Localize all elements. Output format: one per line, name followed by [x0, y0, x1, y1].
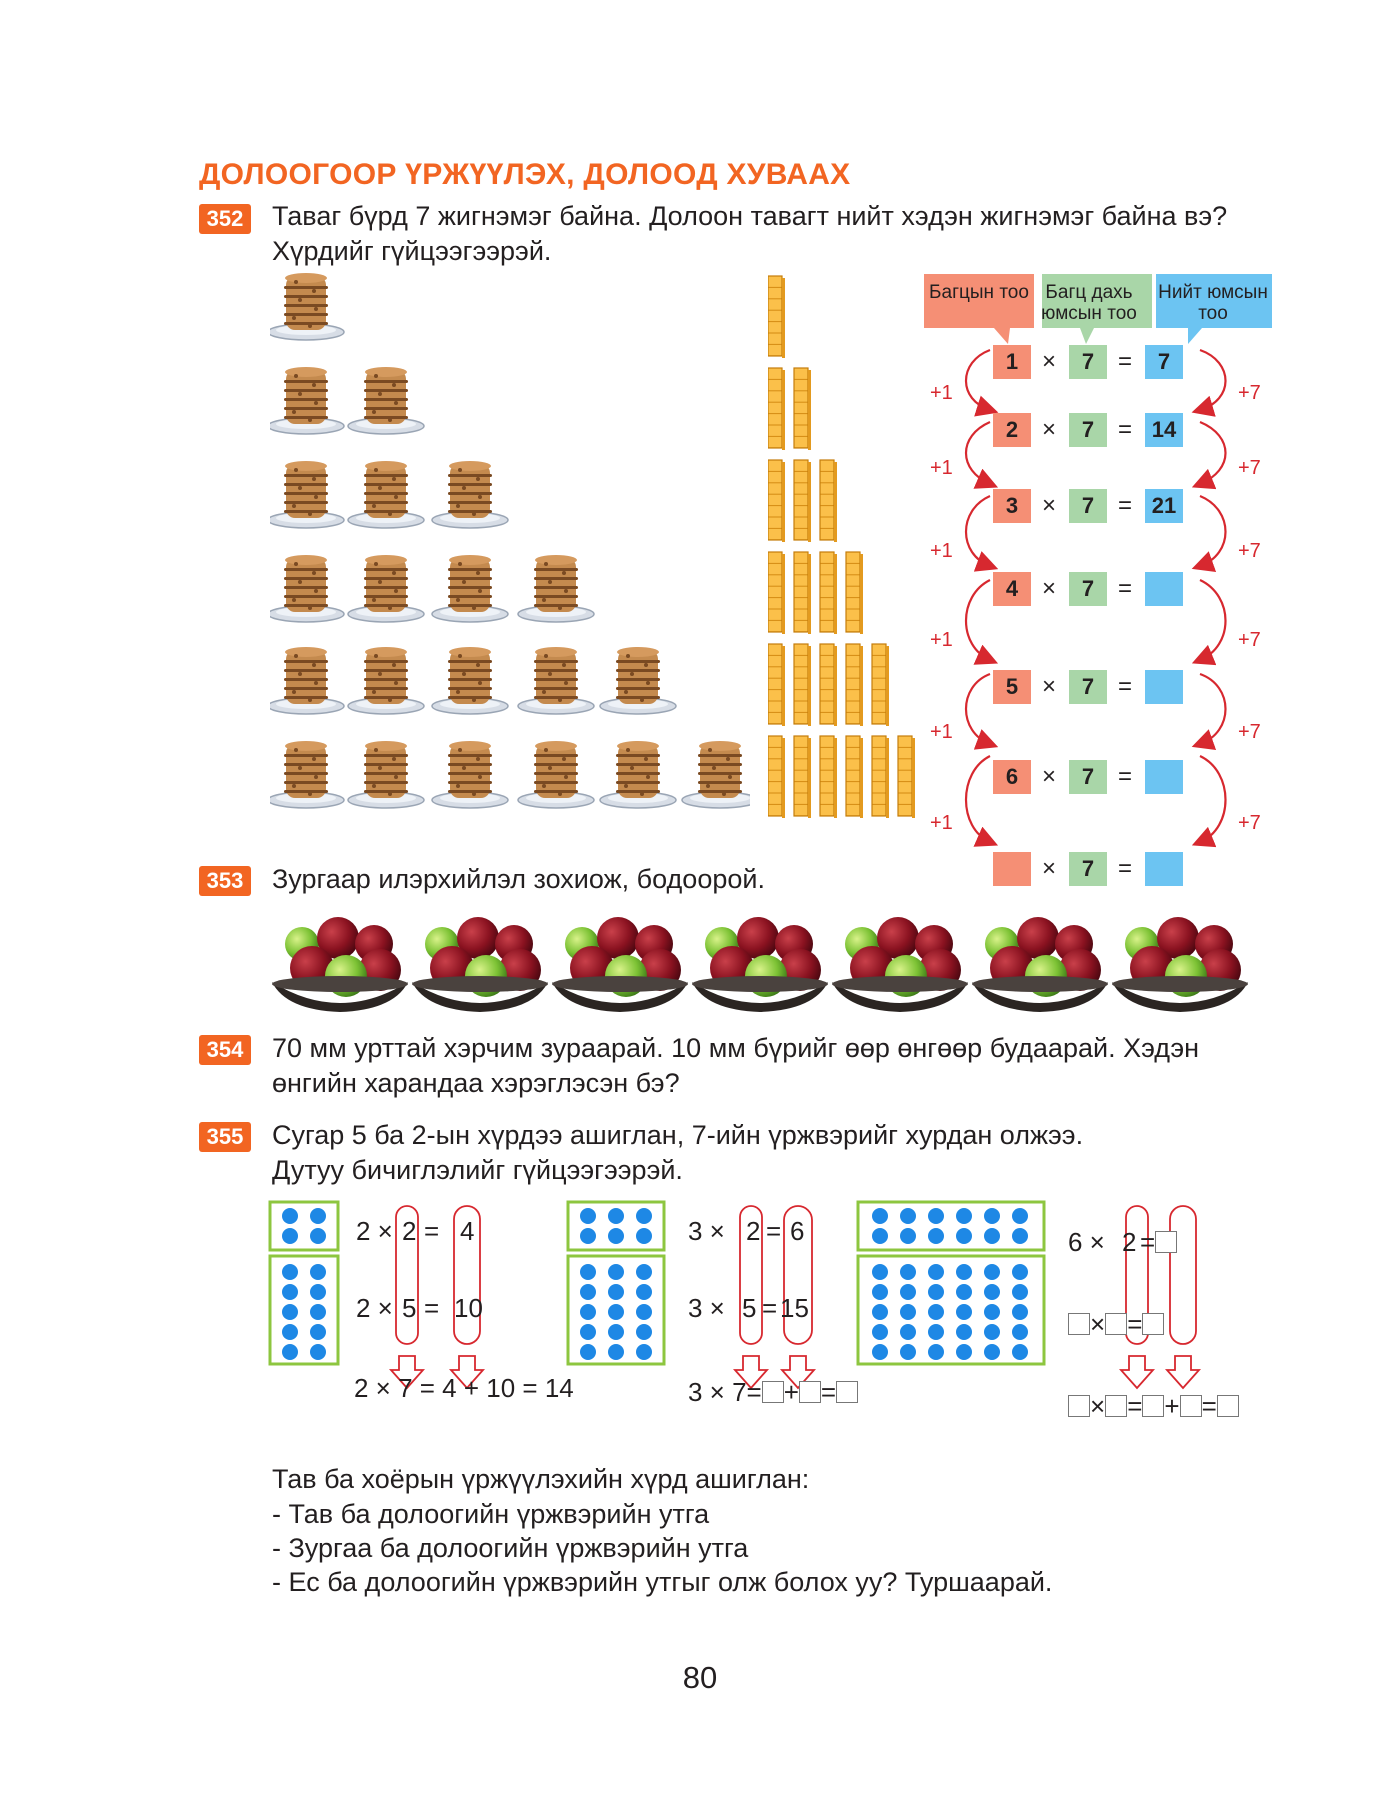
ex2-top-product: 6 — [790, 1216, 805, 1246]
row6-groups: 6 — [993, 760, 1031, 794]
row7-equals-sign: = — [1117, 855, 1132, 882]
row2-equals-sign: = — [1117, 416, 1132, 443]
ex1-top-left: 2 × — [356, 1216, 393, 1246]
row6-times-sign: × — [1041, 763, 1056, 790]
row6-total-answer[interactable] — [1145, 760, 1183, 794]
ex1-bottom-product: 10 — [454, 1293, 483, 1323]
increment-right-4: +7 — [1238, 629, 1261, 651]
problem-355-badge: 355 — [199, 1122, 251, 1152]
row2-total: 14 — [1145, 413, 1183, 447]
ex2-answer-box-1[interactable] — [762, 1381, 784, 1403]
row7-per-group: 7 — [1069, 852, 1107, 886]
rod-row-1 — [768, 276, 785, 358]
row4-total-answer[interactable] — [1145, 572, 1183, 606]
row3-times-sign: × — [1041, 492, 1056, 519]
ex1-result: 2 × 7 = 4 + 10 = 14 — [354, 1373, 574, 1403]
ex1-top-factor: 2 — [402, 1216, 417, 1246]
row5-times-sign: × — [1041, 673, 1056, 700]
ex3-result-box-2[interactable] — [1105, 1395, 1127, 1417]
row7-groups-answer[interactable] — [993, 852, 1031, 886]
row6-per-group: 7 — [1069, 760, 1107, 794]
row7-total-answer[interactable] — [1145, 852, 1183, 886]
row4-groups: 4 — [993, 572, 1031, 606]
footer-item-1: - Тав ба долоогийн үржвэрийн утга — [272, 1499, 710, 1529]
ex3-result-plus: + — [1164, 1391, 1180, 1421]
row4-equals-sign: = — [1117, 575, 1132, 602]
problem-353-badge: 353 — [199, 866, 251, 896]
row5-total-answer[interactable] — [1145, 670, 1183, 704]
problem-354-badge: 354 — [199, 1035, 251, 1065]
increment-right-6: +7 — [1238, 812, 1261, 834]
increment-left-3: +1 — [930, 540, 953, 562]
increment-right-2: +7 — [1238, 457, 1261, 479]
increment-left-4: +1 — [930, 629, 953, 651]
ex3-result-row — [1068, 1390, 1239, 1422]
ex1-bottom-factor: 5 — [402, 1293, 417, 1323]
row5-per-group: 7 — [1069, 670, 1107, 704]
problem-353-text: Зургаар илэрхийлэл зохиож, бодоорой. — [272, 864, 765, 894]
ex3-bottom-box-2[interactable] — [1105, 1313, 1127, 1335]
row4-per-group: 7 — [1069, 572, 1107, 606]
cookie-row-1 — [270, 273, 344, 340]
row7-times-sign: × — [1041, 855, 1056, 882]
ex3-result-box-3[interactable] — [1142, 1395, 1164, 1417]
ex3-result-equals-2: = — [1201, 1391, 1217, 1421]
ex3-bottom-equals: = — [1127, 1309, 1143, 1339]
increment-left-1: +1 — [930, 382, 953, 404]
ex3-bottom-times: × — [1090, 1309, 1106, 1339]
row2-times-sign: × — [1041, 416, 1056, 443]
ex1-bottom-left: 2 × — [356, 1293, 393, 1323]
footer-item-3: - Ес ба долоогийн үржвэрийн утгыг олж болох уу? Туршаарай. — [272, 1567, 1053, 1597]
row1-times-sign: × — [1041, 348, 1056, 375]
ex2-bottom-equals: = — [762, 1293, 778, 1323]
problem-355-line2: Дутуу бичиглэлийг гүйцээгээрэй. — [272, 1155, 683, 1185]
ex1-bottom-equals: = — [424, 1293, 440, 1323]
ex3-result-box-5[interactable] — [1217, 1395, 1239, 1417]
unit-rods-illustration — [768, 274, 928, 826]
increment-left-5: +1 — [930, 721, 953, 743]
row2-per-group: 7 — [1069, 413, 1107, 447]
ex2-top-left: 3 × — [688, 1216, 725, 1246]
increment-left-2: +1 — [930, 457, 953, 479]
ex3-bottom-box-3[interactable] — [1142, 1313, 1164, 1335]
ex3-top-factor: 2 — [1122, 1227, 1137, 1257]
ex3-result-times: × — [1090, 1391, 1106, 1421]
row3-groups: 3 — [993, 489, 1031, 523]
problem-352-line1: Таваг бүрд 7 жигнэмэг байна. Долоон тавагт нийт хэдэн жигнэмэг байна вэ? — [272, 201, 1228, 231]
problem-354-line2: өнгийн харандаа хэрэглэсэн бэ? — [272, 1068, 680, 1098]
row6-equals-sign: = — [1117, 763, 1132, 790]
row5-equals-sign: = — [1117, 673, 1132, 700]
increment-right-5: +7 — [1238, 721, 1261, 743]
ex2-bottom-left: 3 × — [688, 1293, 725, 1323]
ex2-bottom-factor: 5 — [742, 1293, 757, 1323]
row3-equals-sign: = — [1117, 492, 1132, 519]
rod-row-5 — [768, 644, 889, 726]
cookie-row-4 — [270, 555, 594, 622]
ex2-plus: + — [783, 1377, 799, 1407]
footer-item-2: - Зургаа ба долоогийн үржвэрийн утга — [272, 1533, 749, 1563]
row1-per-group: 7 — [1069, 345, 1107, 379]
ex1-top-product: 4 — [460, 1216, 475, 1246]
header-items-per-group: Багц дахь юмсын тоо — [1041, 282, 1137, 324]
header-group-count: Багцын тоо — [929, 282, 1029, 303]
problem-355-line1: Сугар 5 ба 2-ын хүрдээ ашиглан, 7-ийн үржвэрийг хурдан олжээ. — [272, 1120, 1084, 1150]
row1-groups: 1 — [993, 345, 1031, 379]
ex3-bottom-row — [1068, 1308, 1164, 1340]
ex1-top-equals: = — [424, 1216, 440, 1246]
row1-equals-sign: = — [1117, 348, 1132, 375]
row1-total: 7 — [1145, 345, 1183, 379]
cookie-plates-illustration — [270, 268, 750, 828]
header-total-items: Нийт юмсын тоо — [1158, 282, 1268, 324]
apple-bowls-illustration — [270, 912, 1250, 1022]
rod-row-6 — [768, 736, 915, 818]
ex3-top-equals: = — [1140, 1227, 1156, 1257]
ex3-result-box-1[interactable] — [1068, 1395, 1090, 1417]
cookie-row-3 — [270, 461, 508, 528]
row3-per-group: 7 — [1069, 489, 1107, 523]
rod-row-2 — [768, 368, 811, 450]
ex2-bottom-product: 15 — [780, 1293, 809, 1323]
cookie-row-6 — [270, 741, 750, 808]
problem-352-badge: 352 — [199, 204, 251, 234]
ex3-top-left: 6 × — [1068, 1227, 1105, 1257]
rod-row-3 — [768, 460, 837, 542]
page-number: 80 — [682, 1660, 718, 1695]
problem-354-line1: 70 мм урттай хэрчим зураарай. 10 мм бүрийг өөр өнгөөр будаарай. Хэдэн — [272, 1033, 1200, 1063]
row3-total: 21 — [1145, 489, 1183, 523]
increment-right-3: +7 — [1238, 540, 1261, 562]
ex3-bottom-box-1[interactable] — [1068, 1313, 1090, 1335]
ex2-result — [688, 1376, 858, 1408]
ex2-result-label: 3 × 7= — [688, 1377, 762, 1407]
rod-row-4 — [768, 552, 863, 634]
ex3-top-row — [1140, 1226, 1177, 1258]
ex3-result-equals-1: = — [1127, 1391, 1143, 1421]
problem-352-line2: Хүрдийг гүйцээгээрэй. — [272, 236, 552, 266]
row5-groups: 5 — [993, 670, 1031, 704]
ex2-answer-box-2[interactable] — [799, 1381, 821, 1403]
row4-times-sign: × — [1041, 575, 1056, 602]
ex2-answer-box-3[interactable] — [836, 1381, 858, 1403]
row2-groups: 2 — [993, 413, 1031, 447]
ex2-top-factor: 2 — [746, 1216, 761, 1246]
increment-left-6: +1 — [930, 812, 953, 834]
cookie-row-2 — [270, 367, 424, 434]
increment-right-1: +7 — [1238, 382, 1261, 404]
cookie-row-5 — [270, 647, 676, 714]
page-title: ДОЛООГООР ҮРЖҮҮЛЭХ, ДОЛООД ХУВААХ — [199, 158, 851, 191]
ex3-result-box-4[interactable] — [1180, 1395, 1202, 1417]
ex2-equals: = — [820, 1377, 837, 1407]
footer-intro: Тав ба хоёрын үржүүлэхийн хүрд ашиглан: — [272, 1464, 810, 1494]
ex2-top-equals: = — [766, 1216, 782, 1246]
ex3-top-answer-box[interactable] — [1155, 1231, 1177, 1253]
